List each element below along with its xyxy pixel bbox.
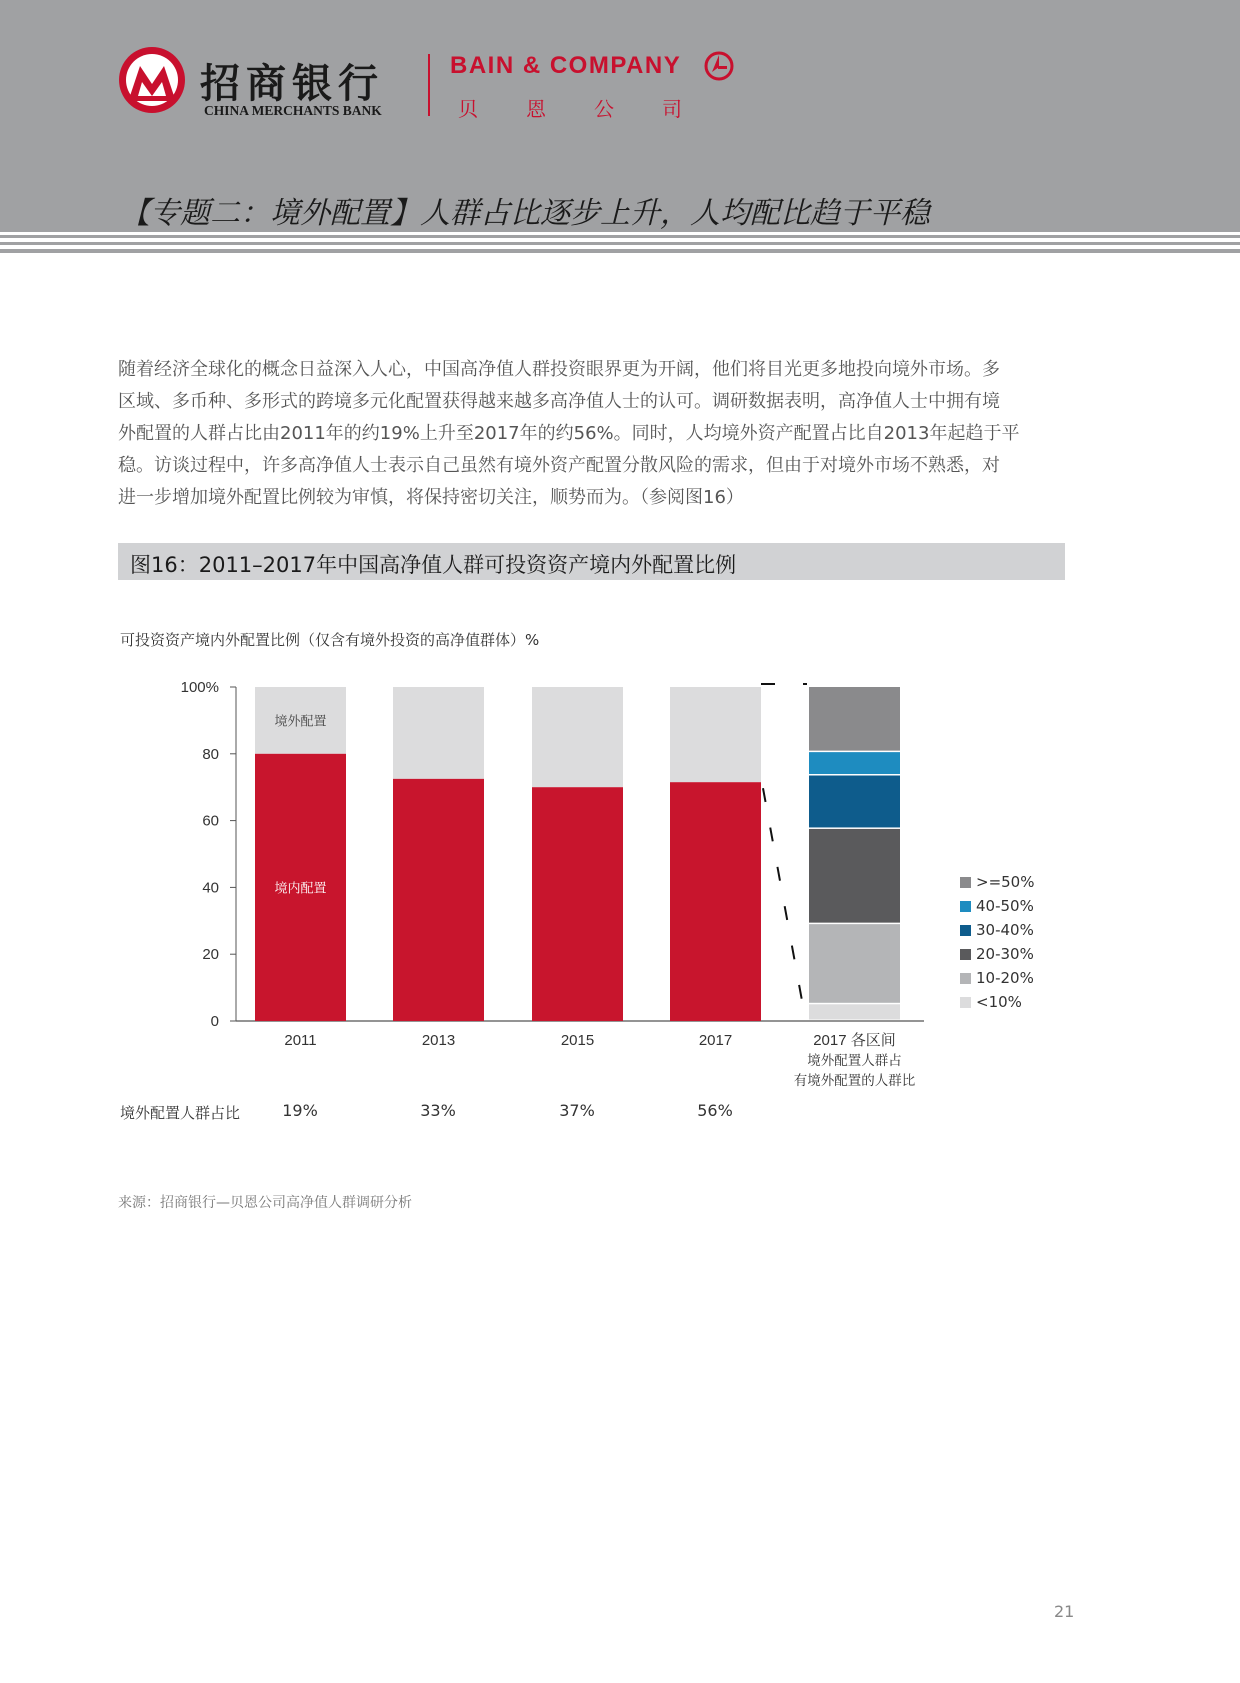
share-value-2011: 19% [282, 1101, 318, 1120]
breakdown-segment-4050 [809, 752, 900, 774]
breakdown-category-label: 2017 各区间 [813, 1032, 896, 1049]
share-value-2015: 37% [559, 1101, 595, 1120]
breakdown-segment-1020 [809, 924, 900, 1003]
body-line: 区域、多币种、多形式的跨境多元化配置获得越来越多高净值人士的认可。调研数据表明，高净值人士中拥有境 [118, 391, 1000, 412]
y-tick-label: 40 [202, 879, 219, 897]
legend-swatch [960, 877, 971, 888]
cmb-logo-icon [118, 46, 186, 114]
share-row-label: 境外配置人群占比 [120, 1104, 241, 1122]
breakdown-category-label: 境外配置人群占 [807, 1053, 902, 1068]
overseas-bar-label: 境外配置 [274, 713, 327, 729]
bain-name: BAIN & COMPANY [450, 52, 682, 79]
body-line: 随着经济全球化的概念日益深入人心，中国高净值人群投资眼界更为开阔，他们将目光更多地投向境外市场。多 [118, 359, 1000, 380]
x-tick-label-2017: 2017 [698, 1032, 733, 1049]
legend-swatch [960, 925, 971, 936]
header-band [0, 0, 1240, 232]
legend-label: 10-20% [976, 969, 1034, 987]
bar-domestic-2013 [393, 779, 484, 1021]
legend-item [960, 966, 1034, 990]
stripe [0, 235, 1240, 238]
source-note: 来源：招商银行—贝恩公司高净值人群调研分析 [118, 1195, 412, 1211]
stacked-bar-chart [0, 660, 1240, 1100]
bain-cn-char: 司 [662, 97, 682, 121]
share-value-2013: 33% [420, 1101, 456, 1120]
figure-title-banner [118, 543, 1065, 580]
breakdown-category-label: 有境外配置的人群比 [793, 1073, 916, 1088]
chart-subtitle: 可投资资产境内外配置比例（仅含有境外投资的高净值群体）% [120, 631, 540, 649]
body-line: 外配置的人群占比由2011年的约19%上升至2017年的约56%。同时，人均境外资产配置占比自2013年起趋于平 [118, 423, 1020, 444]
legend-label: <10% [976, 993, 1022, 1011]
y-tick-label: 80 [202, 745, 219, 763]
breakdown-segment-2030 [809, 829, 900, 923]
legend-label: >=50% [976, 873, 1035, 891]
y-tick-label: 0 [210, 1013, 219, 1030]
page-number: 21 [1054, 1602, 1075, 1621]
bain-logo-icon [703, 50, 735, 82]
breakdown-segment-10 [809, 1004, 900, 1019]
figure-title: 图16：2011–2017年中国高净值人群可投资资产境内外配置比例 [130, 553, 737, 577]
stripe [0, 249, 1240, 253]
legend-label: 30-40% [976, 921, 1034, 939]
connector-diagonal [763, 788, 805, 1017]
bar-domestic-2017 [670, 782, 761, 1021]
logo-divider [428, 54, 430, 116]
header-stripes [0, 232, 1240, 262]
x-tick-label-2011: 2011 [284, 1032, 317, 1049]
body-line: 稳。访谈过程中，许多高净值人士表示自己虽然有境外资产配置分散风险的需求，但由于对境外市场不熟悉，对 [118, 455, 1000, 476]
body-line: 进一步增加境外配置比例较为审慎，将保持密切关注，顺势而为。（参阅图16） [118, 487, 744, 508]
y-tick-label: 100% [180, 679, 219, 696]
chart-legend [960, 870, 1034, 1014]
legend-swatch [960, 973, 971, 984]
stripe [0, 242, 1240, 245]
bar-domestic-2015 [532, 787, 623, 1021]
legend-item [960, 942, 1034, 966]
breakdown-segment-3040 [809, 776, 900, 828]
legend-swatch [960, 997, 971, 1008]
bar-overseas-2017 [670, 687, 761, 782]
legend-item [960, 870, 1034, 894]
bain-cn-char: 贝 [458, 97, 478, 121]
x-tick-label-2015: 2015 [560, 1032, 595, 1049]
legend-label: 40-50% [976, 897, 1034, 915]
legend-label: 20-30% [976, 945, 1034, 963]
bain-chinese-name [458, 93, 730, 122]
domestic-bar-label: 境内配置 [274, 880, 327, 896]
body-paragraph [118, 354, 1064, 514]
y-tick-label: 60 [202, 812, 219, 830]
legend-item [960, 894, 1034, 918]
bain-cn-char: 公 [594, 97, 614, 121]
legend-swatch [960, 949, 971, 960]
cmb-name: 招商银行 [200, 60, 384, 107]
topic-title: 【专题二：境外配置】人群占比逐步上升，人均配比趋于平稳 [120, 196, 930, 231]
breakdown-segment-50 [809, 687, 900, 751]
bar-overseas-2015 [532, 687, 623, 787]
legend-swatch [960, 901, 971, 912]
legend-item [960, 918, 1034, 942]
y-tick-label: 20 [202, 946, 219, 964]
bain-cn-char: 恩 [526, 97, 546, 121]
x-tick-label-2013: 2013 [421, 1032, 456, 1049]
share-value-2017: 56% [697, 1101, 733, 1120]
legend-item [960, 990, 1034, 1014]
bar-overseas-2013 [393, 687, 484, 779]
cmb-english-name: CHINA MERCHANTS BANK [204, 103, 382, 118]
